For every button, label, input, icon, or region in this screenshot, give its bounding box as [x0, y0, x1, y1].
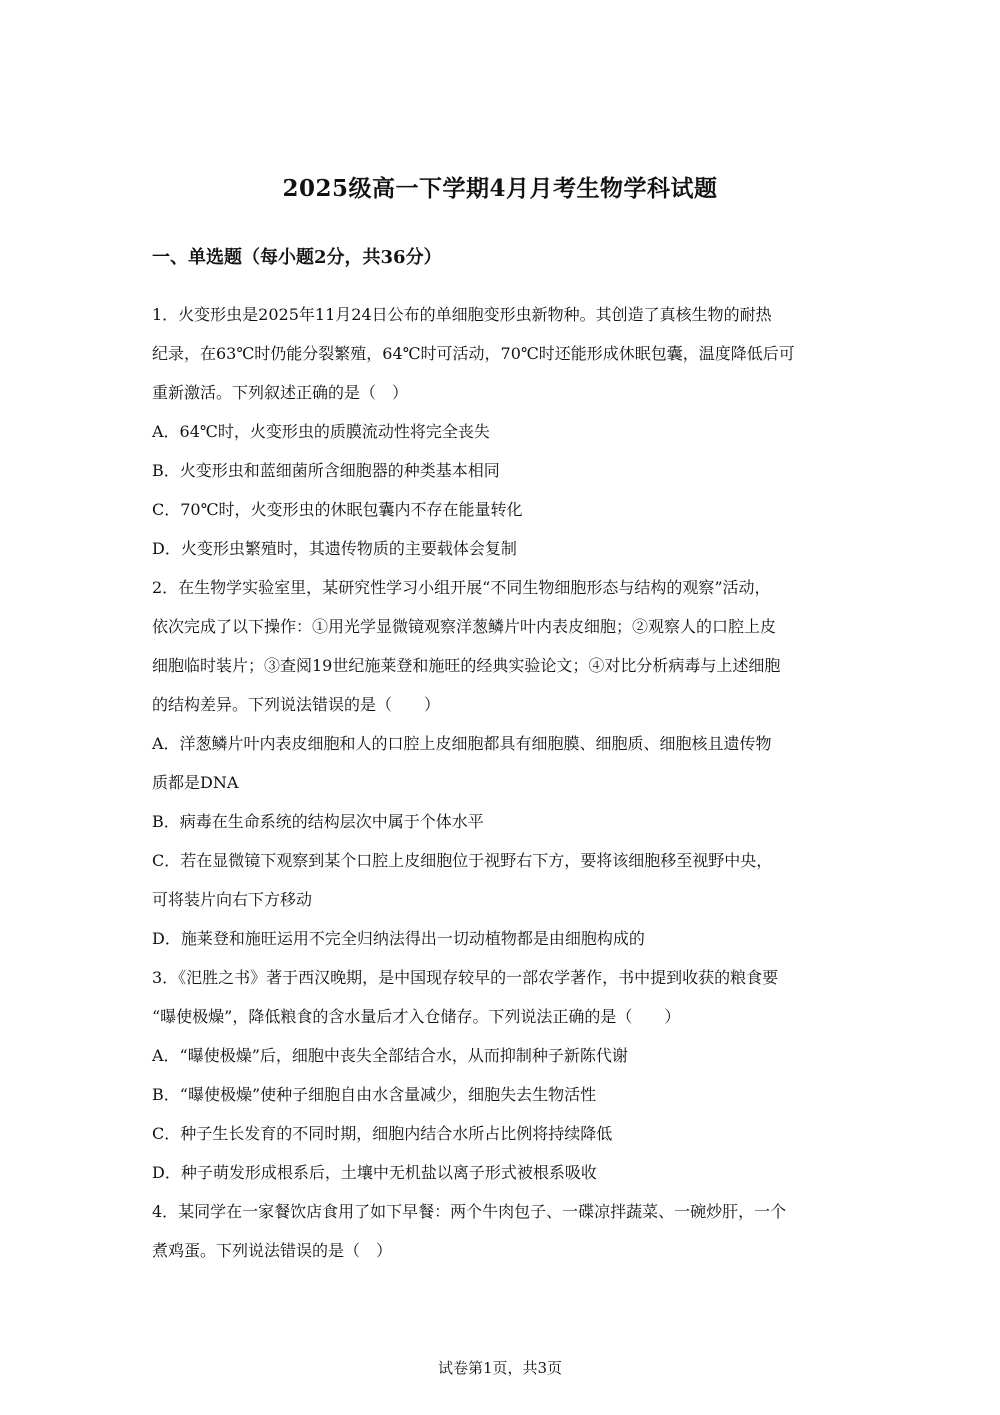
text-line: 纪录，在63℃时仍能分裂繁殖，64℃时可活动，70℃时还能形成休眠包囊，温度降低后可	[152, 344, 795, 363]
text-line: 4．某同学在一家餐饮店食用了如下早餐：两个牛肉包子、一碟凉拌蔬菜、一碗炒肝，一个	[152, 1202, 787, 1221]
text-line: C．种子生长发育的不同时期，细胞内结合水所占比例将持续降低	[152, 1124, 613, 1143]
text-line: A．洋葱鳞片叶内表皮细胞和人的口腔上皮细胞都具有细胞膜、细胞质、细胞核且遗传物	[152, 734, 772, 753]
text-line: D．施莱登和施旺运用不完全归纳法得出一切动植物都是由细胞构成的	[152, 929, 645, 948]
text-line: 1．火变形虫是2025年11月24日公布的单细胞变形虫新物种。其创造了真核生物的耐热	[152, 305, 772, 324]
text-line: B．“曝使极燥”使种子细胞自由水含量减少，细胞失去生物活性	[152, 1085, 597, 1104]
text-line: D．种子萌发形成根系后，土壤中无机盐以离子形式被根系吸收	[152, 1163, 597, 1182]
text-line: 煮鸡蛋。下列说法错误的是（ ）	[152, 1241, 393, 1260]
text-line: B．火变形虫和蓝细菌所含细胞器的种类基本相同	[152, 461, 500, 480]
text-line: D．火变形虫繁殖时，其遗传物质的主要载体会复制	[152, 539, 517, 558]
text-line: 细胞临时装片；③查阅19世纪施莱登和施旺的经典实验论文；④对比分析病毒与上述细胞	[152, 656, 781, 675]
text-line: C．70℃时，火变形虫的休眠包囊内不存在能量转化	[152, 500, 523, 519]
page-footer: 试卷第1页，共3页	[437, 1359, 563, 1377]
text-line: 质都是DNA	[152, 773, 239, 792]
text-line: B．病毒在生命系统的结构层次中属于个体水平	[152, 812, 484, 831]
text-line: 可将装片向右下方移动	[152, 890, 313, 909]
text-line: A．64℃时，火变形虫的质膜流动性将完全丧失	[152, 422, 490, 441]
text-line: 的结构差异。下列说法错误的是（ ）	[152, 695, 441, 714]
text-line: 2．在生物学实验室里，某研究性学习小组开展“不同生物细胞形态与结构的观察”活动，	[152, 578, 771, 597]
text-line: C．若在显微镜下观察到某个口腔上皮细胞位于视野右下方，要将该细胞移至视野中央，	[152, 851, 773, 870]
text-line: 重新激活。下列叙述正确的是（ ）	[152, 383, 409, 402]
text-line: “曝使极燥”，降低粮食的含水量后才入仓储存。下列说法正确的是（ ）	[152, 1007, 681, 1026]
text-line: 3．《汜胜之书》著于西汉晚期，是中国现存较早的一部农学著作，书中提到收获的粮食要	[152, 968, 779, 987]
question-body	[152, 295, 852, 1270]
section-heading: 一、单选题（每小题2分，共36分）	[152, 247, 442, 268]
exam-title: 2025级高一下学期4月月考生物学科试题	[282, 175, 718, 202]
text-line: 依次完成了以下操作：①用光学显微镜观察洋葱鳞片叶内表皮细胞；②观察人的口腔上皮	[152, 617, 777, 636]
text-line: A．“曝使极燥”后，细胞中丧失全部结合水，从而抑制种子新陈代谢	[152, 1046, 628, 1065]
